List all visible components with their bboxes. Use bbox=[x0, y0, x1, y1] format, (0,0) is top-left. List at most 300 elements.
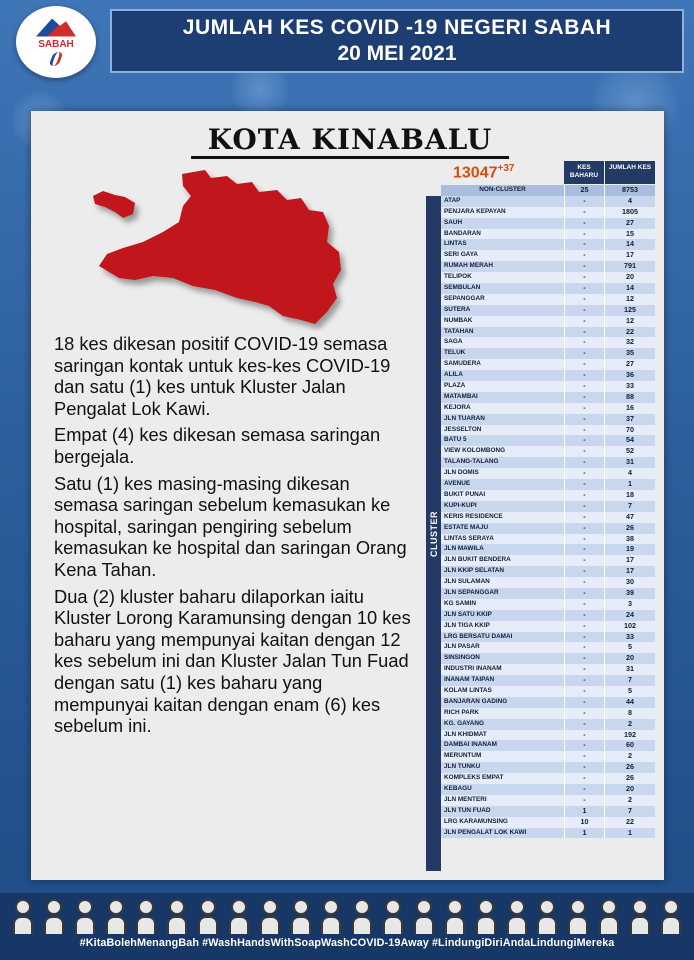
cluster-new: - bbox=[564, 512, 604, 523]
table-row bbox=[426, 501, 655, 512]
table-row bbox=[426, 294, 655, 305]
table-row bbox=[426, 686, 655, 697]
cluster-new: - bbox=[564, 359, 604, 370]
cluster-total: 26 bbox=[604, 773, 655, 784]
frontliner-figure-icon bbox=[415, 899, 433, 935]
figure-head bbox=[77, 899, 93, 915]
cluster-new: - bbox=[564, 457, 604, 468]
cluster-name: JLN TIGA KKIP bbox=[441, 621, 564, 632]
table-row bbox=[426, 392, 655, 403]
cluster-name: ESTATE MAJU bbox=[441, 523, 564, 534]
figure-body bbox=[136, 916, 156, 934]
frontliner-figure-icon bbox=[508, 899, 526, 935]
frontliner-figure-icon bbox=[76, 899, 94, 935]
figure-body bbox=[383, 916, 403, 934]
description-paragraph: Empat (4) kes dikesan semasa saringan bergejala. bbox=[54, 424, 381, 467]
table-row bbox=[426, 414, 655, 425]
cluster-new: - bbox=[564, 479, 604, 490]
table-row bbox=[426, 381, 655, 392]
cluster-total: 4 bbox=[604, 196, 655, 207]
figure-head bbox=[478, 899, 494, 915]
cluster-total: 3 bbox=[604, 599, 655, 610]
figure-head bbox=[447, 899, 463, 915]
table-row bbox=[426, 490, 655, 501]
cluster-new: - bbox=[564, 708, 604, 719]
table-row bbox=[426, 457, 655, 468]
table-row bbox=[426, 479, 655, 490]
description-paragraph: Satu (1) kes masing-masing dikesan semasa saringan sebelum kemasukan ke hospital, saringan pengiring sebelum kemasukan ke hospital dan saringan Orang Kena Tahan. bbox=[54, 472, 407, 580]
cluster-name: KUPI-KUPI bbox=[441, 501, 564, 512]
table-row bbox=[426, 207, 655, 218]
table-row bbox=[426, 773, 655, 784]
cluster-new: - bbox=[564, 730, 604, 741]
figure-head bbox=[46, 899, 62, 915]
figure-head bbox=[416, 899, 432, 915]
cluster-total: 70 bbox=[604, 425, 655, 436]
cluster-new: - bbox=[564, 272, 604, 283]
district-title: KOTA KINABALU bbox=[207, 123, 493, 156]
cluster-name: LRG BERSATU DAMAI bbox=[441, 632, 564, 643]
figure-body bbox=[476, 916, 496, 934]
mountain-icon bbox=[36, 19, 76, 37]
cluster-new: - bbox=[564, 381, 604, 392]
cluster-name: LINTAS SERAYA bbox=[441, 534, 564, 545]
cluster-total: 791 bbox=[604, 261, 655, 272]
cluster-new: - bbox=[564, 740, 604, 751]
figure-head bbox=[601, 899, 617, 915]
figure-body bbox=[537, 916, 557, 934]
table-row bbox=[426, 784, 655, 795]
cluster-name: TELUK bbox=[441, 348, 564, 359]
cluster-name: NON-CLUSTER bbox=[441, 185, 564, 196]
cluster-new: - bbox=[564, 250, 604, 261]
cluster-name: SEPANGGAR bbox=[441, 294, 564, 305]
figure-body bbox=[260, 916, 280, 934]
table-row bbox=[426, 762, 655, 773]
cluster-new: - bbox=[564, 566, 604, 577]
non-cluster-row bbox=[426, 185, 655, 196]
cluster-new: 10 bbox=[564, 817, 604, 828]
table-row bbox=[426, 632, 655, 643]
cluster-total: 88 bbox=[604, 392, 655, 403]
cluster-total: 8 bbox=[604, 708, 655, 719]
cluster-total: 31 bbox=[604, 664, 655, 675]
figure-head bbox=[570, 899, 586, 915]
cluster-total: 39 bbox=[604, 588, 655, 599]
figure-head bbox=[169, 899, 185, 915]
table-row bbox=[426, 512, 655, 523]
cluster-name: INANAM TAIPAN bbox=[441, 675, 564, 686]
total-cases bbox=[453, 163, 514, 182]
cluster-name: RUMAH MERAH bbox=[441, 261, 564, 272]
cluster-total: 102 bbox=[604, 621, 655, 632]
cluster-total: 44 bbox=[604, 697, 655, 708]
cluster-name: DAMBAI INANAM bbox=[441, 740, 564, 751]
cluster-name: INDUSTRI INANAM bbox=[441, 664, 564, 675]
cluster-total: 20 bbox=[604, 653, 655, 664]
cluster-name: SINSINGON bbox=[441, 653, 564, 664]
figure-head bbox=[509, 899, 525, 915]
description-paragraph: 18 kes dikesan positif COVID-19 semasa saringan kontak untuk kes-kes COVID-19 dan satu (1) kes untuk Kluster Jalan Pengalat Lok Kawi. bbox=[54, 333, 391, 419]
cluster-name: KERIS RESIDENCE bbox=[441, 512, 564, 523]
table-row bbox=[426, 523, 655, 534]
figure-head bbox=[293, 899, 309, 915]
cluster-name: BATU 5 bbox=[441, 435, 564, 446]
table-row bbox=[426, 751, 655, 762]
cluster-label-text: CLUSTER bbox=[428, 510, 439, 557]
cluster-new: - bbox=[564, 555, 604, 566]
table-row bbox=[426, 370, 655, 381]
cluster-total: 32 bbox=[604, 337, 655, 348]
total-count: 13047 bbox=[453, 164, 498, 182]
cluster-name: BANJARAN GADING bbox=[441, 697, 564, 708]
table-row bbox=[426, 348, 655, 359]
total-new-count: +37 bbox=[497, 163, 515, 174]
figure-body bbox=[167, 916, 187, 934]
table-row bbox=[426, 642, 655, 653]
frontliner-figure-icon bbox=[261, 899, 279, 935]
table-row bbox=[426, 675, 655, 686]
cluster-new: - bbox=[564, 468, 604, 479]
kota-kinabalu-map-icon bbox=[87, 166, 349, 331]
table-row bbox=[426, 468, 655, 479]
cluster-name: VIEW KOLOMBONG bbox=[441, 446, 564, 457]
cluster-new: - bbox=[564, 337, 604, 348]
cluster-name: JLN SULAMAN bbox=[441, 577, 564, 588]
cluster-total: 5 bbox=[604, 686, 655, 697]
cluster-name: MERUNTUM bbox=[441, 751, 564, 762]
table-row bbox=[426, 599, 655, 610]
cluster-total: 8753 bbox=[604, 185, 655, 196]
header-title-box bbox=[110, 9, 684, 73]
cluster-total: 1 bbox=[604, 479, 655, 490]
cluster-total: 15 bbox=[604, 229, 655, 240]
figure-head bbox=[323, 899, 339, 915]
footer-banner bbox=[0, 893, 694, 960]
cluster-new: - bbox=[564, 316, 604, 327]
cluster-name: LINTAS bbox=[441, 239, 564, 250]
cluster-total: 26 bbox=[604, 762, 655, 773]
figure-head bbox=[231, 899, 247, 915]
cluster-new: - bbox=[564, 403, 604, 414]
cluster-new: - bbox=[564, 795, 604, 806]
figure-head bbox=[15, 899, 31, 915]
cluster-total: 33 bbox=[604, 381, 655, 392]
cluster-new: - bbox=[564, 490, 604, 501]
cluster-new: - bbox=[564, 675, 604, 686]
swoosh-icon bbox=[48, 52, 63, 66]
table-row bbox=[426, 588, 655, 599]
cluster-total: 4 bbox=[604, 468, 655, 479]
cluster-name: NUMBAK bbox=[441, 316, 564, 327]
figure-body bbox=[106, 916, 126, 934]
cluster-new: - bbox=[564, 534, 604, 545]
cluster-new: - bbox=[564, 642, 604, 653]
figure-body bbox=[414, 916, 434, 934]
cluster-total: 2 bbox=[604, 719, 655, 730]
cluster-name: AVENUE bbox=[441, 479, 564, 490]
table-row bbox=[426, 740, 655, 751]
table-row bbox=[426, 610, 655, 621]
table-row bbox=[426, 566, 655, 577]
table-row bbox=[426, 196, 655, 207]
cluster-name: JLN TUARAN bbox=[441, 414, 564, 425]
cluster-total: 26 bbox=[604, 523, 655, 534]
cluster-total: 30 bbox=[604, 577, 655, 588]
cluster-total: 1805 bbox=[604, 207, 655, 218]
cluster-total: 5 bbox=[604, 642, 655, 653]
cluster-total: 19 bbox=[604, 544, 655, 555]
figure-body bbox=[568, 916, 588, 934]
cluster-new: - bbox=[564, 697, 604, 708]
cluster-name: JLN TUNKU bbox=[441, 762, 564, 773]
cluster-total: 52 bbox=[604, 446, 655, 457]
cluster-new: - bbox=[564, 196, 604, 207]
cluster-total: 17 bbox=[604, 250, 655, 261]
table-row bbox=[426, 261, 655, 272]
cluster-name: ALILA bbox=[441, 370, 564, 381]
table-row bbox=[426, 359, 655, 370]
cluster-new: - bbox=[564, 327, 604, 338]
cluster-total: 17 bbox=[604, 555, 655, 566]
table-row bbox=[426, 806, 655, 817]
figure-body bbox=[599, 916, 619, 934]
table-row bbox=[426, 577, 655, 588]
frontliner-figure-icon bbox=[322, 899, 340, 935]
cluster-new: - bbox=[564, 414, 604, 425]
cluster-name: KOLAM LINTAS bbox=[441, 686, 564, 697]
cluster-total: 36 bbox=[604, 370, 655, 381]
frontliner-figure-icon bbox=[199, 899, 217, 935]
table-row bbox=[426, 664, 655, 675]
cluster-new: - bbox=[564, 664, 604, 675]
figure-body bbox=[291, 916, 311, 934]
cluster-name: JLN SEPANGGAR bbox=[441, 588, 564, 599]
hashtags: #KitaBolehMenangBah #WashHandsWithSoapWashCOVID-19Away #LindungiDiriAndaLindungiMereka bbox=[79, 937, 615, 949]
cluster-new: - bbox=[564, 719, 604, 730]
cluster-total: 27 bbox=[604, 359, 655, 370]
figure-body bbox=[13, 916, 33, 934]
frontliner-figure-icon bbox=[569, 899, 587, 935]
cluster-name: KEJORA bbox=[441, 403, 564, 414]
cluster-rows bbox=[426, 196, 655, 839]
figure-body bbox=[229, 916, 249, 934]
cluster-total: 14 bbox=[604, 283, 655, 294]
cluster-total: 54 bbox=[604, 435, 655, 446]
cluster-total: 16 bbox=[604, 403, 655, 414]
cluster-name: TALANG-TALANG bbox=[441, 457, 564, 468]
frontliner-figure-icon bbox=[538, 899, 556, 935]
sabah-logo bbox=[16, 6, 96, 78]
frontliner-figures bbox=[14, 897, 680, 935]
description-paragraph: Dua (2) kluster baharu dilaporkan iaitu Kluster Lorong Karamunsing dengan 10 kes baharu yang mempunyai kaitan dengan 12 kes sebelum ini dan Kluster Jalan Tun Fuad dengan satu (1) kes baharu yang mempunyai kaitan dengan enam (6) kes sebelum ini. bbox=[54, 585, 411, 737]
cluster-total: 192 bbox=[604, 730, 655, 741]
cluster-total: 27 bbox=[604, 218, 655, 229]
cluster-total: 125 bbox=[604, 305, 655, 316]
cluster-name: JLN KKIP SELATAN bbox=[441, 566, 564, 577]
cluster-total: 60 bbox=[604, 740, 655, 751]
cluster-new: - bbox=[564, 370, 604, 381]
header-date: 20 MEI 2021 bbox=[337, 42, 457, 65]
frontliner-figure-icon bbox=[230, 899, 248, 935]
table-row bbox=[426, 697, 655, 708]
figure-head bbox=[632, 899, 648, 915]
frontliner-figure-icon bbox=[446, 899, 464, 935]
cluster-total: 14 bbox=[604, 239, 655, 250]
cluster-name: KG. GAYANG bbox=[441, 719, 564, 730]
cluster-total: 37 bbox=[604, 414, 655, 425]
cluster-name: JESSELTON bbox=[441, 425, 564, 436]
table-row bbox=[426, 555, 655, 566]
frontliner-figure-icon bbox=[662, 899, 680, 935]
figure-head bbox=[539, 899, 555, 915]
cluster-name: SUTERA bbox=[441, 305, 564, 316]
figure-body bbox=[44, 916, 64, 934]
table-row bbox=[426, 817, 655, 828]
header-title: JUMLAH KES COVID -19 NEGERI SABAH bbox=[182, 16, 612, 39]
cluster-new: - bbox=[564, 751, 604, 762]
description bbox=[54, 333, 416, 742]
figure-head bbox=[262, 899, 278, 915]
table-row bbox=[426, 544, 655, 555]
cluster-new: - bbox=[564, 207, 604, 218]
col-header-total: JUMLAH KES bbox=[605, 161, 655, 184]
cluster-total: 18 bbox=[604, 490, 655, 501]
cluster-new: - bbox=[564, 392, 604, 403]
cluster-new: - bbox=[564, 599, 604, 610]
cluster-name: BUKIT PUNAI bbox=[441, 490, 564, 501]
cluster-name: JLN MAWILA bbox=[441, 544, 564, 555]
cluster-new: - bbox=[564, 784, 604, 795]
figure-head bbox=[200, 899, 216, 915]
cluster-name: SEMBULAN bbox=[441, 283, 564, 294]
cluster-new: - bbox=[564, 283, 604, 294]
cluster-total: 24 bbox=[604, 610, 655, 621]
frontliner-figure-icon bbox=[600, 899, 618, 935]
table-row bbox=[426, 621, 655, 632]
figure-body bbox=[75, 916, 95, 934]
cluster-new: - bbox=[564, 501, 604, 512]
frontliner-figure-icon bbox=[477, 899, 495, 935]
frontliner-figure-icon bbox=[631, 899, 649, 935]
cluster-new: - bbox=[564, 446, 604, 457]
figure-body bbox=[507, 916, 527, 934]
cluster-new: - bbox=[564, 294, 604, 305]
cluster-new: - bbox=[564, 229, 604, 240]
cluster-name: RICH PARK bbox=[441, 708, 564, 719]
table-row bbox=[426, 435, 655, 446]
cluster-total: 7 bbox=[604, 806, 655, 817]
frontliner-figure-icon bbox=[45, 899, 63, 935]
cluster-name: JLN SATU KKIP bbox=[441, 610, 564, 621]
frontliner-figure-icon bbox=[137, 899, 155, 935]
table-row bbox=[426, 795, 655, 806]
cluster-name: TATAHAN bbox=[441, 327, 564, 338]
cluster-new: 1 bbox=[564, 806, 604, 817]
district-underline bbox=[191, 156, 509, 159]
cluster-new: - bbox=[564, 425, 604, 436]
district-map bbox=[87, 166, 349, 331]
frontliner-figure-icon bbox=[292, 899, 310, 935]
table-row bbox=[426, 719, 655, 730]
cluster-new: - bbox=[564, 773, 604, 784]
cluster-name: ATAP bbox=[441, 196, 564, 207]
main-panel bbox=[31, 111, 664, 880]
table-row bbox=[426, 305, 655, 316]
cluster-total: 20 bbox=[604, 784, 655, 795]
figure-head bbox=[354, 899, 370, 915]
table-row bbox=[426, 283, 655, 294]
table-row bbox=[426, 534, 655, 545]
cluster-name: JLN KHIDMAT bbox=[441, 730, 564, 741]
frontliner-figure-icon bbox=[14, 899, 32, 935]
cluster-new: 25 bbox=[564, 185, 604, 196]
cluster-name: TELIPOK bbox=[441, 272, 564, 283]
cluster-new: 1 bbox=[564, 828, 604, 839]
table-row bbox=[426, 446, 655, 457]
figure-head bbox=[108, 899, 124, 915]
table-row bbox=[426, 828, 655, 839]
table-row bbox=[426, 403, 655, 414]
cluster-new: - bbox=[564, 218, 604, 229]
cluster-total: 38 bbox=[604, 534, 655, 545]
figure-body bbox=[321, 916, 341, 934]
cluster-name: JLN PENGALAT LOK KAWI bbox=[441, 828, 564, 839]
frontliner-figure-icon bbox=[107, 899, 125, 935]
cluster-total: 22 bbox=[604, 327, 655, 338]
cluster-total: 20 bbox=[604, 272, 655, 283]
cluster-total: 22 bbox=[604, 817, 655, 828]
cluster-new: - bbox=[564, 621, 604, 632]
cluster-new: - bbox=[564, 653, 604, 664]
table-row bbox=[426, 337, 655, 348]
cluster-total: 31 bbox=[604, 457, 655, 468]
cluster-name: JLN MENTERI bbox=[441, 795, 564, 806]
cluster-total: 1 bbox=[604, 828, 655, 839]
cluster-new: - bbox=[564, 588, 604, 599]
table-row bbox=[426, 250, 655, 261]
cluster-total: 2 bbox=[604, 795, 655, 806]
cluster-new: - bbox=[564, 239, 604, 250]
cluster-name: PENJARA KEPAYAN bbox=[441, 207, 564, 218]
cluster-name: SAUH bbox=[441, 218, 564, 229]
cluster-name: JLN TUN FUAD bbox=[441, 806, 564, 817]
cluster-total: 47 bbox=[604, 512, 655, 523]
cluster-name: SERI GAYA bbox=[441, 250, 564, 261]
cluster-table bbox=[426, 185, 655, 838]
cluster-new: - bbox=[564, 544, 604, 555]
cluster-total: 12 bbox=[604, 316, 655, 327]
figure-body bbox=[661, 916, 681, 934]
frontliner-figure-icon bbox=[168, 899, 186, 935]
table-row bbox=[426, 316, 655, 327]
cluster-new: - bbox=[564, 610, 604, 621]
cluster-total: 33 bbox=[604, 632, 655, 643]
figure-body bbox=[445, 916, 465, 934]
cluster-new: - bbox=[564, 305, 604, 316]
cluster-new: - bbox=[564, 632, 604, 643]
cluster-name: KG SAMIN bbox=[441, 599, 564, 610]
figure-head bbox=[663, 899, 679, 915]
table-row bbox=[426, 272, 655, 283]
cluster-name: KEBAGU bbox=[441, 784, 564, 795]
cluster-new: - bbox=[564, 686, 604, 697]
figure-body bbox=[630, 916, 650, 934]
table-row bbox=[426, 229, 655, 240]
table-row bbox=[426, 239, 655, 250]
cluster-new: - bbox=[564, 577, 604, 588]
cluster-total: 7 bbox=[604, 675, 655, 686]
